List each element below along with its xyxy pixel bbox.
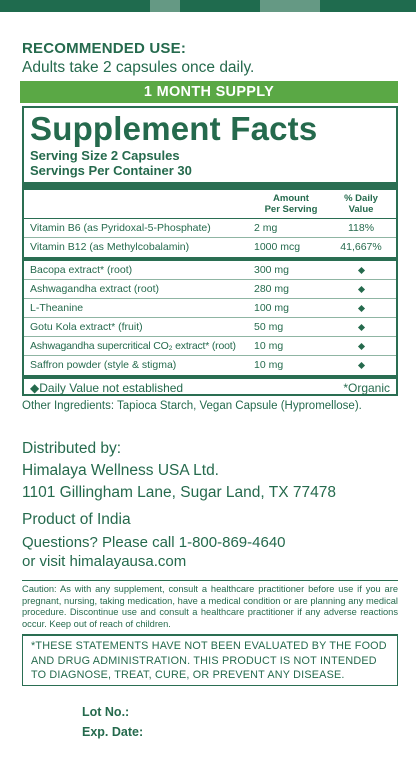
- lot-number-label: Lot No.:: [82, 705, 130, 719]
- contact-info: [22, 533, 286, 571]
- other-ingredients: Other Ingredients: Tapioca Starch, Vegan Capsule (Hypromellose).: [22, 400, 362, 412]
- nutrient-dv: 118%: [347, 222, 375, 234]
- expiration-date-label: Exp. Date:: [82, 725, 144, 739]
- servings-per-container: Servings Per Container 30: [30, 163, 192, 178]
- amount-header-line2: Per Serving: [264, 204, 318, 215]
- distributed-by-label: Distributed by:: [22, 440, 122, 457]
- serving-size: Serving Size 2 Capsules: [30, 148, 180, 163]
- ingredient-amount: 100 mg: [254, 302, 290, 314]
- ingredient-name: Bacopa extract* (root): [30, 264, 133, 276]
- dv-header-line2: Value: [348, 204, 374, 215]
- nutrient-name: Vitamin B12 (as Methylcobalamin): [30, 241, 190, 253]
- dv-header-line1: % Daily: [344, 193, 378, 204]
- amount-header-line1: Amount: [273, 193, 309, 204]
- supplement-facts-panel: [22, 106, 398, 396]
- top-fold-mark: [260, 0, 320, 12]
- supplement-facts-title: Supplement Facts: [30, 110, 318, 147]
- dv-footnote: ◆Daily Value not established: [30, 381, 184, 395]
- nutrient-name: Vitamin B6 (as Pyridoxal-5-Phosphate): [30, 222, 211, 234]
- nutrient-dv: 41,667%: [340, 241, 382, 253]
- contact-phone: Questions? Please call 1-800-869-4640: [22, 534, 286, 551]
- dv-not-established-icon: [357, 343, 364, 350]
- ingredient-name: Gotu Kola extract* (fruit): [30, 321, 143, 333]
- recommended-use-title: RECOMMENDED USE:: [22, 40, 187, 57]
- ingredient-row: [24, 280, 396, 299]
- nutrient-amount: 2 mg: [254, 222, 278, 234]
- ingredient-name: Saffron powder (style & stigma): [30, 359, 177, 371]
- thick-divider: [24, 182, 396, 190]
- ingredient-name: L-Theanine: [30, 302, 84, 314]
- nutrient-row: [24, 219, 396, 238]
- ingredient-amount: 50 mg: [254, 321, 284, 333]
- ingredient-name: Ashwagandha extract (root): [30, 283, 159, 295]
- dv-not-established-icon: [357, 286, 364, 293]
- dv-not-established-icon: [357, 267, 364, 274]
- dv-not-established-icon: [357, 324, 364, 331]
- fda-statement: *THESE STATEMENTS HAVE NOT BEEN EVALUATED BY THE FOOD AND DRUG ADMINISTRATION. THIS PRODUCT IS NOT INTENDED TO DIAGNOSE, TREAT, CURE, OR PREVENT ANY DISEASE.: [22, 634, 398, 686]
- product-origin: Product of India: [22, 511, 131, 528]
- recommended-use-text: Adults take 2 capsules once daily.: [22, 59, 255, 76]
- medium-divider: [24, 375, 396, 379]
- ingredient-row: [24, 318, 396, 337]
- ingredient-row: [24, 299, 396, 318]
- dv-not-established-icon: [357, 305, 364, 312]
- organic-footnote: *Organic: [343, 381, 390, 395]
- package-top-band: [0, 0, 416, 36]
- ingredient-row: [24, 356, 396, 375]
- ingredient-row: [24, 337, 396, 356]
- caution-text: Caution: As with any supplement, consult a healthcare practitioner before use if you are pregnant, nursing, taking medication, have a medical condition or are planning any medical procedure. Discontinue use and consult a healthcare practitioner if any adverse reactions occur. Keep out of reach of children.: [22, 580, 398, 636]
- ingredient-amount: 300 mg: [254, 264, 290, 276]
- distributor-address: 1101 Gillingham Lane, Sugar Land, TX 77478: [22, 484, 336, 501]
- contact-website: or visit himalayausa.com: [22, 553, 187, 570]
- column-header: [30, 193, 390, 215]
- dv-not-established-icon: [357, 362, 364, 369]
- green-top-strip: [0, 0, 416, 12]
- supply-banner: 1 MONTH SUPPLY: [20, 81, 398, 103]
- distributor-company: Himalaya Wellness USA Ltd.: [22, 462, 219, 479]
- ingredient-row: [24, 261, 396, 280]
- ingredient-amount: 10 mg: [254, 340, 284, 352]
- ingredient-name: Ashwagandha supercritical CO₂ extract* (root): [30, 340, 236, 352]
- nutrient-row: [24, 238, 396, 257]
- facts-footnotes: [30, 380, 390, 397]
- top-fold-mark: [150, 0, 180, 12]
- nutrient-amount: 1000 mcg: [254, 241, 301, 253]
- ingredient-amount: 280 mg: [254, 283, 290, 295]
- ingredient-amount: 10 mg: [254, 359, 284, 371]
